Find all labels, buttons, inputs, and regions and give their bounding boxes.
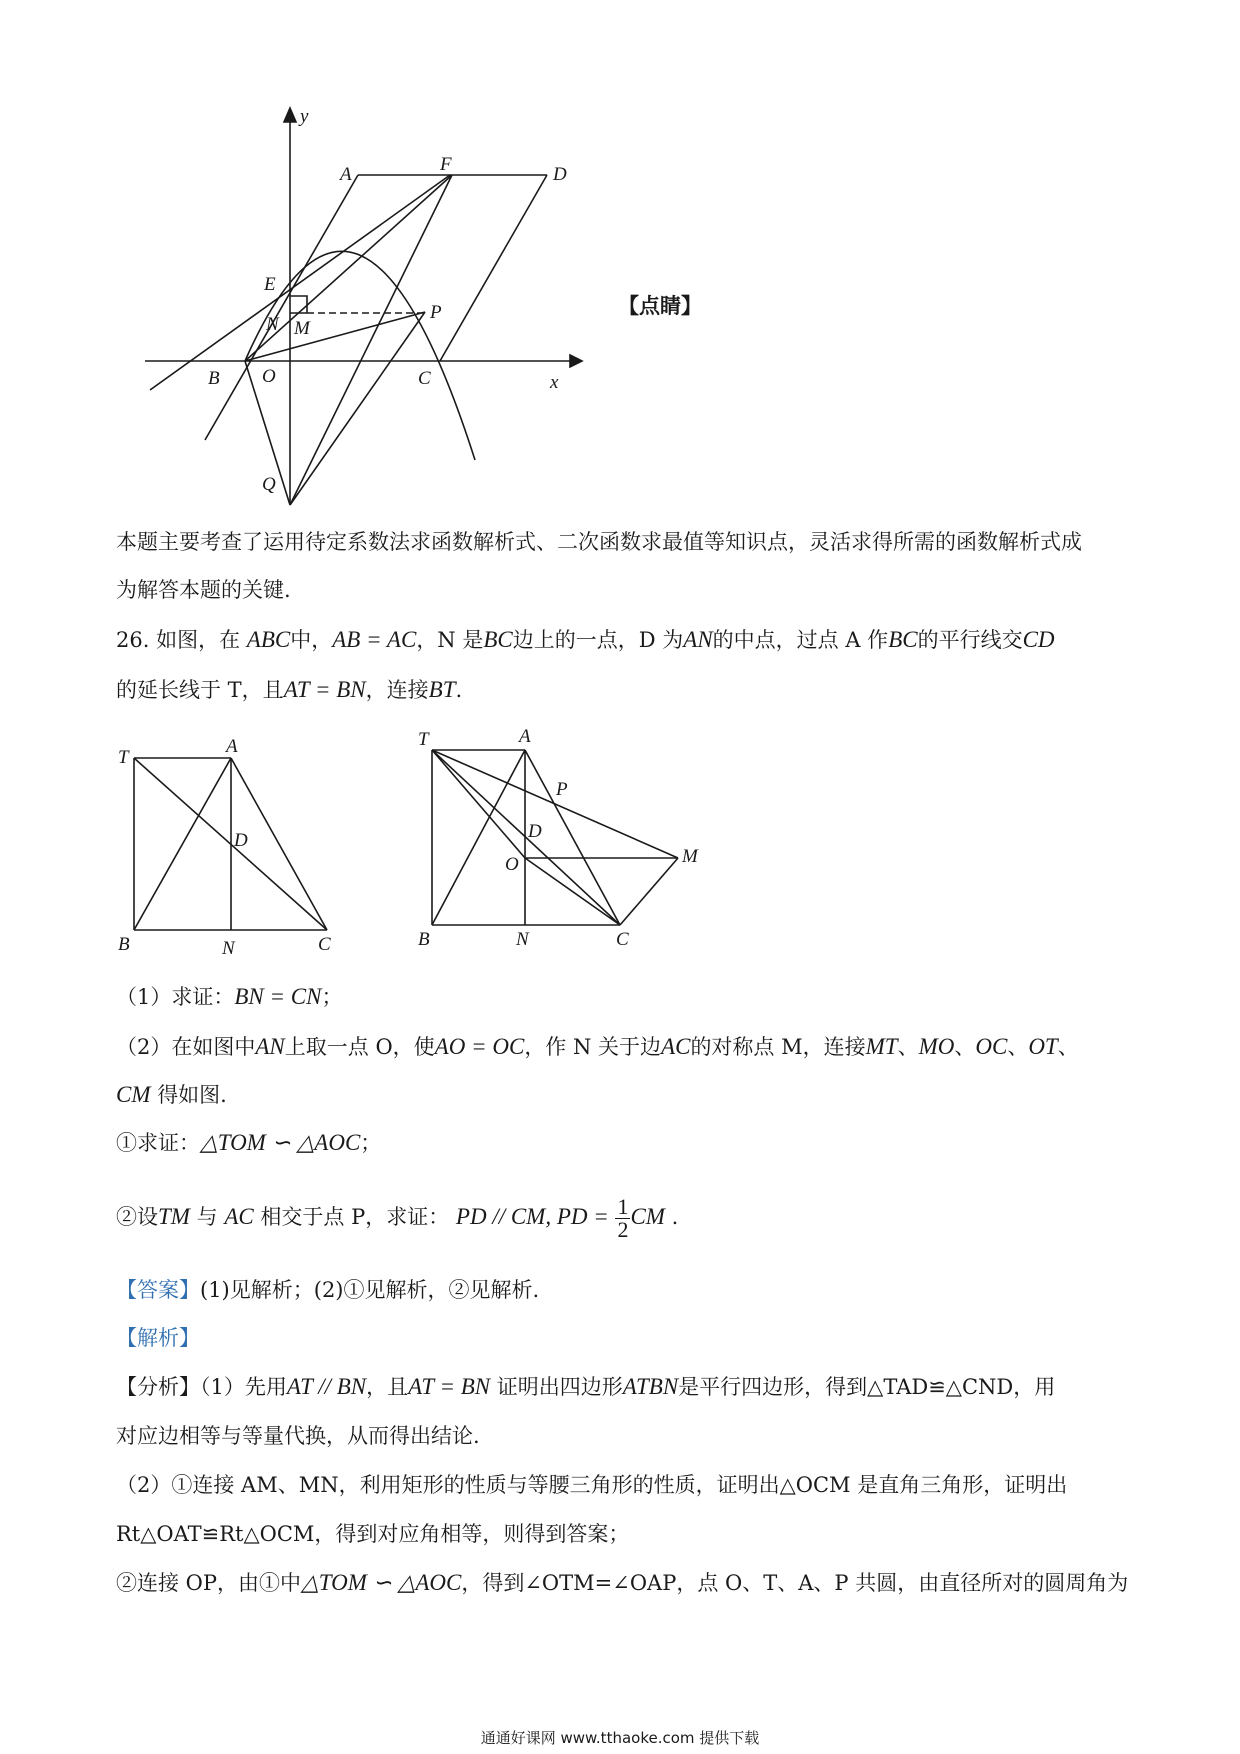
analysis-line-2: 对应边相等与等量代换，从而得出结论.: [116, 1424, 480, 1448]
analysis-line-1: 【分析】（1）先用AT // BN，且AT = BN 证明出四边形ATBN是平行四边形，得到△TAD≌△CND，用: [116, 1374, 1056, 1399]
label-N: N: [266, 314, 279, 335]
fig3-label-T: T: [418, 729, 429, 750]
line-QP: [290, 312, 425, 505]
label-O: O: [262, 366, 276, 387]
dianjing-tag: 【点睛】: [618, 293, 702, 318]
fig2-label-A: A: [226, 736, 238, 757]
label-P: P: [430, 302, 442, 323]
x-axis-arrow: [570, 355, 582, 367]
fig3-label-N: N: [516, 929, 529, 950]
summary-line-2: 为解答本题的关键.: [116, 578, 291, 602]
part-2-line-1: （2）在如图中AN上取一点 O，使AO = OC，作 N 关于边AC的对称点 M，连接MT、MO、OC、OT、: [116, 1034, 1079, 1059]
line-EF: [150, 175, 450, 390]
question-26-line-1: 26. 如图，在 ABC中，AB = AC，N 是BC边上的一点，D 为AN的中点，过点 A 作BC的平行线交CD: [116, 627, 1055, 652]
answer-tag: 【答案】: [116, 1278, 200, 1302]
part-1: （1）求证：BN = CN；: [116, 984, 343, 1009]
right-angle-mark: [290, 296, 307, 313]
label-Q: Q: [262, 474, 276, 495]
label-F: F: [440, 154, 452, 175]
analysis-line-3: （2）①连接 AM、MN，利用矩形的性质与等腰三角形的性质，证明出△OCM 是直角三角形，证明出: [116, 1473, 1068, 1497]
y-axis-arrow: [284, 108, 296, 122]
analysis-line-5: ②连接 OP，由①中△TOM ∽ △AOC，得到∠OTM=∠OAP，点 O、T、A、P 共圆，由直径所对的圆周角为: [116, 1570, 1129, 1595]
segment-AB: [205, 175, 358, 440]
fig3-label-M: M: [682, 846, 698, 867]
label-A: A: [340, 164, 352, 185]
part-2-line-2: CM 得如图.: [116, 1082, 227, 1107]
line-QF: [290, 175, 452, 505]
segment-DC: [440, 175, 547, 361]
fig2-label-N: N: [222, 938, 235, 959]
analysis-line-4: Rt△OAT≌Rt△OCM，得到对应角相等，则得到答案；: [116, 1522, 630, 1546]
summary-line-1: 本题主要考查了运用待定系数法求函数解析式、二次函数求最值等知识点，灵活求得所需的函数解析式成: [116, 530, 1082, 554]
jiexi-tag: 【解析】: [116, 1326, 200, 1350]
jiexi-line: [116, 1323, 200, 1353]
fig2-label-D: D: [234, 830, 248, 851]
fig3-label-O: O: [505, 854, 519, 875]
fig3-label-D: D: [528, 821, 542, 842]
fig2-label-C: C: [318, 934, 331, 955]
fig3-label-A: A: [519, 726, 531, 747]
label-C: C: [418, 368, 431, 389]
figure-coordinate-diagram: [140, 100, 600, 520]
fig2-label-B: B: [118, 934, 130, 955]
fig3-label-C: C: [616, 929, 629, 950]
label-M: M: [294, 318, 310, 339]
label-y: y: [300, 106, 309, 127]
label-D: D: [553, 164, 567, 185]
question-26-line-2: 的延长线于 T，且AT = BN，连接BT.: [116, 677, 463, 702]
footer: 通通好课网 www.tthaoke.com 提供下载: [480, 1729, 760, 1747]
parabola: [245, 251, 475, 460]
answer-line: 【答案】(1)见解析；(2)①见解析，②见解析.: [116, 1278, 540, 1302]
fig3-label-B: B: [418, 929, 430, 950]
figure-with-symmetric-point: [410, 725, 710, 960]
fig2-label-T: T: [118, 747, 129, 768]
sub-question-2: ②设TM 与 AC 相交于点 P，求证： PD // CM, PD = $\frac{1}{2}$ CM .: [116, 1194, 679, 1242]
sub-question-1: ①求证：△TOM ∽ △AOC；: [116, 1130, 382, 1155]
label-x: x: [550, 372, 559, 393]
fraction-one-half: $\frac{1}{2}$: [617, 1194, 629, 1242]
label-B: B: [208, 368, 220, 389]
fig3-label-P: P: [556, 779, 568, 800]
label-E: E: [264, 274, 276, 295]
figure-triangle-rectangle: [110, 735, 350, 960]
